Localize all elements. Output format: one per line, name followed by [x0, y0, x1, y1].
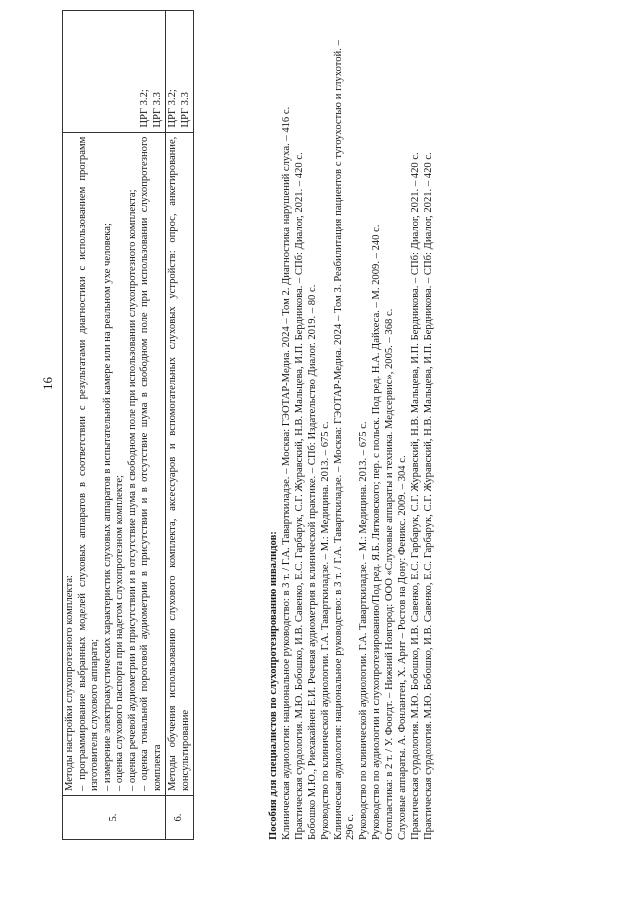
page-number: 16	[40, 377, 55, 390]
row-codes	[63, 11, 166, 133]
row-content	[63, 132, 166, 795]
literature-item: Руководство по клинической аудиологии. Г.А. Таварткиладзе. – М.: Медицина. 2013. – 675 с.	[358, 421, 370, 840]
literature-title: Пособия для специалистов по слухопротезированию инвалидов:	[268, 531, 279, 840]
code-line: ЦРГ 3.2;	[167, 89, 178, 128]
code-line: ЦРГ 3.2;	[139, 89, 150, 128]
rotated-document	[40, 10, 600, 870]
cell-line: – оценка тональной пороговой аудиометрии в присутствии и в отсутствие шума в свободном поле при использовании слухопротезного комплекта	[139, 136, 163, 792]
row-number: 6.	[166, 796, 194, 840]
literature-item: Слуховые аппараты. А. Фонлантен, Х. Арнт – Ростов на Дону: Феникс. 2009. – 304 с.	[397, 455, 409, 840]
literature-section	[268, 40, 436, 840]
row-content	[166, 132, 194, 795]
cell-line: – измерение электроакустических характеристик слуховых аппаратов в испытательной камере или на реальном ухе человека;	[101, 223, 113, 792]
cell-line: Методы обучения использованию слухового комплекта, аксессуаров и вспомогательных слуховых устройств: опрос, анкетирование, консультирование	[167, 136, 191, 792]
literature-item: Клиническая аудиология: национальное руководство: в 3 т. / Г.А. Таварткиладзе. – Москва: ГЭОТАР-Медиа. 2024 – Том 3. Реабилитация пациентов с тугоухостью и глухотой. – 296 с.	[332, 40, 357, 840]
literature-item: Практическая сурдология. М.Ю. Бобошко, И.В. Савенко, Е.С. Гарбарук, С.Г. Журавский, Н.В. Мальцева, И.П. Бердникова. – СПб: Диалог, 2021. – 420 с.	[422, 152, 434, 840]
literature-item: Руководство по клинической аудиологии. Г.А. Таварткиладзе. – М.: Медицина. 2013. – 675 с.	[319, 421, 331, 840]
literature-item: Отопластика: в 2 т. / У. Фоогдт. – Нижний Новгород: ООО «Слуховые аппараты и техника. Медсервис», 2005. – 368 с.	[384, 308, 396, 840]
cell-line: Методы настройки слухопротезного комплекта:	[64, 575, 75, 792]
code-line: ЦРГ 3.3	[151, 92, 163, 128]
methods-table	[62, 10, 194, 840]
cell-line: – оценка слухового паспорта при надетом слухопротезном комплекте;	[114, 474, 125, 792]
table-row	[166, 11, 194, 840]
literature-item: Клиническая аудиология: национальное руководство: в 3 т. / Г.А. Таварткиладзе. – Москва: ГЭОТАР-Медиа. 2024 – Том 2. Диагностика нарушений слуха. – 416 с.	[280, 106, 292, 840]
literature-item: Руководство по аудиологии и слухопротезированию/Под ред. Я.Б. Лятковского; пер. с польск. Под ред. Н.А. Дайхеса. – М. 2009. – 240 с.	[371, 224, 383, 840]
code-line: ЦРГ 3.3	[179, 92, 191, 128]
literature-item: Практическая сурдология. М.Ю. Бобошко, И.В. Савенко, Е.С. Гарбарук, С.Г. Журавский, Н.В. Мальцева, И.П. Бердникова. – СПб: Диалог, 2021. – 420 с.	[293, 152, 305, 840]
cell-line: – оценка речевой аудиометрии в присутствии и в отсутствие шума в свободном поле при использовании слухопротезного комплекта;	[126, 189, 138, 792]
row-codes	[166, 11, 194, 133]
literature-item: Практическая сурдология. М.Ю. Бобошко, И.В. Савенко, Е.С. Гарбарук, С.Г. Журавский, Н.В. Мальцева, И.П. Бердникова. – СПб: Диалог, 2021. – 420 с.	[409, 152, 421, 840]
cell-line: – программирование выбранных моделей слуховых аппаратов в соответствии с результатами диагностики с использованием программ изготовителя слухового аппарата;	[76, 136, 100, 792]
literature-item: Бобошко М.Ю., Риехакайнен Е.И. Речевая аудиометрия в клинической практике. – СПб: Издательство Диалог. 2019. – 80 с.	[306, 284, 318, 840]
table-row	[63, 11, 166, 840]
row-number: 5.	[63, 796, 166, 840]
